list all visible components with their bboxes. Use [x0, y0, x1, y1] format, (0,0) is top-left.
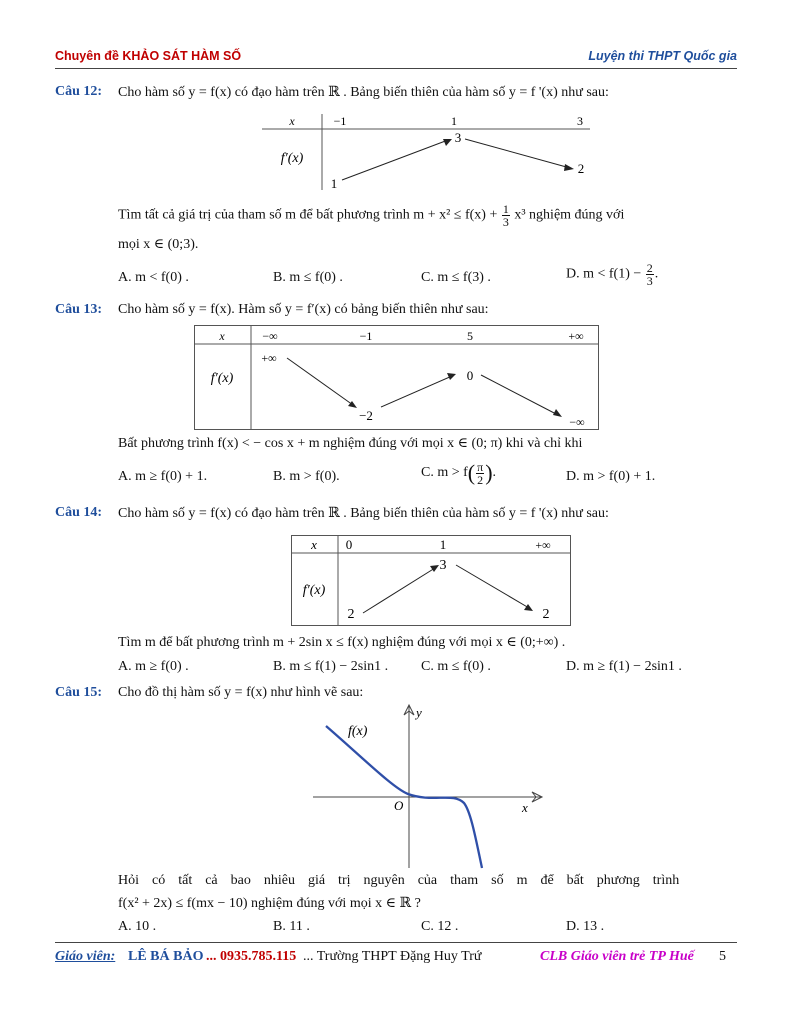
- q13-x-value-1: −∞: [262, 329, 278, 343]
- q14-f-value-1: 2: [347, 607, 355, 622]
- q12-arrow-down: [465, 139, 570, 168]
- q15-intro: Cho đồ thị hàm số y = f(x) như hình vẽ sau:: [118, 685, 364, 700]
- q12-ask-line2: mọi x ∈ (0;3).: [118, 237, 199, 252]
- q14-option-b: B. m ≤ f(1) − 2sin1 .: [273, 659, 389, 674]
- q13-option-d: D. m > f(0) + 1.: [566, 469, 656, 484]
- q12-variation-table: [262, 112, 592, 194]
- q12-option-d-fraction: [646, 262, 654, 287]
- footer-school: ... Trường THPT Đặng Huy Trứ: [303, 949, 482, 964]
- q15-y-label: y: [416, 705, 422, 720]
- q12-ask-post: x³ nghiệm đúng với: [514, 207, 625, 223]
- header-topic: Chuyên đề KHẢO SÁT HÀM SỐ: [55, 49, 242, 63]
- q15-ask-line1: Hỏi có tất cả bao nhiêu giá trị nguyên của tham số m để bất phương trình: [118, 873, 680, 888]
- q12-intro: Cho hàm số y = f(x) có đạo hàm trên ℝ . Bảng biến thiên của hàm số y = f '(x) như sau:: [118, 85, 609, 100]
- q14-x-value-3: +∞: [535, 538, 551, 552]
- q13-option-c-num: π: [477, 459, 484, 474]
- q12-ask-pre: Tìm tất cả giá trị của tham số m để bất phương trình m + x² ≤ f(x) +: [118, 207, 498, 223]
- q14-option-a: A. m ≥ f(0) .: [118, 659, 189, 674]
- q12-x-value-3: 3: [577, 114, 583, 128]
- q13-arrowhead-3: [553, 409, 562, 417]
- q13-ask: Bất phương trình f(x) < − cos x + m nghiệm đúng với mọi x ∈ (0; π) khi và chỉ khi: [118, 436, 583, 451]
- q13-x-label: x: [219, 329, 225, 343]
- q13-option-b: B. m > f(0).: [273, 469, 340, 484]
- q14-intro: Cho hàm số y = f(x) có đạo hàm trên ℝ . Bảng biến thiên của hàm số y = f '(x) như sau:: [118, 506, 609, 521]
- q13-option-c-rparen: ): [485, 460, 493, 485]
- q15-function-graph: [308, 700, 548, 872]
- q12-option-d: [566, 262, 658, 287]
- q14-ask: Tìm m để bất phương trình m + 2sin x ≤ f(x) nghiệm đúng với mọi x ∈ (0;+∞) .: [118, 635, 566, 650]
- q15-option-d: D. 13 .: [566, 919, 605, 934]
- q13-f-value-1: +∞: [261, 351, 277, 365]
- q14-fprime-label: f′(x): [302, 583, 326, 598]
- q12-fprime-label: f′(x): [280, 151, 304, 166]
- q12-option-d-num: 2: [646, 261, 653, 275]
- q15-number: Câu 15:: [55, 685, 103, 700]
- q13-arrow-3: [481, 375, 558, 415]
- q12-option-d-den: 3: [646, 274, 653, 288]
- q15-option-c: C. 12 .: [421, 919, 459, 934]
- q13-option-c-fraction: [476, 461, 484, 486]
- q15-curve-label: f(x): [348, 724, 368, 739]
- q13-x-value-4: +∞: [568, 329, 584, 343]
- footer-page-number: 5: [719, 949, 726, 964]
- q13-f-value-3: 0: [466, 368, 474, 383]
- q12-f-value-3: 2: [577, 161, 585, 176]
- q14-arrowhead-down: [524, 604, 533, 611]
- q12-f-value-2: 3: [454, 130, 462, 145]
- q14-x-label: x: [311, 537, 317, 552]
- q13-variation-table: [194, 325, 600, 431]
- q12-arrowhead-down: [564, 164, 574, 171]
- q14-arrow-up: [363, 568, 435, 613]
- q14-table-border: [292, 536, 571, 626]
- q15-option-b: B. 11 .: [273, 919, 310, 934]
- q15-ask-line2: f(x² + 2x) ≤ f(mx − 10) nghiệm đúng với mọi x ∈ ℝ ?: [118, 896, 421, 911]
- q14-f-value-3: 2: [542, 607, 550, 622]
- q12-option-a: A. m < f(0) .: [118, 270, 189, 285]
- q12-ask-frac-num: 1: [502, 202, 509, 216]
- q13-f-value-4: −∞: [569, 415, 585, 429]
- q15-option-a: A. 10 .: [118, 919, 157, 934]
- q12-ask-line1: [118, 203, 624, 228]
- q12-option-d-post: .: [654, 266, 659, 282]
- q13-number: Câu 13:: [55, 302, 103, 317]
- q14-arrow-down: [456, 565, 529, 608]
- q12-arrow-up: [342, 140, 448, 180]
- q13-option-a: A. m ≥ f(0) + 1.: [118, 469, 208, 484]
- q14-option-c: C. m ≤ f(0) .: [421, 659, 491, 674]
- q15-x-label: x: [522, 800, 528, 815]
- footer-teacher-name: LÊ BÁ BẢO: [128, 949, 204, 964]
- q13-option-c-pre: C. m > f: [421, 465, 468, 481]
- q13-x-value-3: 5: [467, 329, 473, 343]
- footer-separator: ...: [206, 949, 217, 964]
- q13-fprime-label: f′(x): [210, 371, 234, 386]
- q12-arrowhead-up: [443, 139, 452, 146]
- q13-option-c-den: 2: [477, 472, 484, 487]
- footer-phone: 0935.785.115: [220, 949, 297, 964]
- q13-intro: Cho hàm số y = f(x). Hàm số y = f′(x) có bảng biến thiên như sau:: [118, 302, 489, 317]
- q13-x-value-2: −1: [359, 329, 373, 343]
- q14-variation-table: [291, 535, 572, 627]
- q14-arrowhead-up: [430, 565, 439, 572]
- q13-table-border: [195, 326, 599, 430]
- q13-arrow-1: [287, 358, 353, 405]
- q12-option-b: B. m ≤ f(0) .: [273, 270, 343, 285]
- q12-option-d-pre: D. m < f(1) −: [566, 266, 642, 282]
- q12-number: Câu 12:: [55, 84, 103, 99]
- q13-arrow-2: [381, 376, 452, 407]
- footer-club: CLB Giáo viên trẻ TP Huế: [540, 949, 694, 964]
- q13-f-value-2: −2: [359, 408, 373, 423]
- page-header: [55, 48, 737, 69]
- q14-x-value-2: 1: [439, 537, 447, 552]
- q12-ask-fraction: [502, 203, 510, 228]
- q14-option-d: D. m ≥ f(1) − 2sin1 .: [566, 659, 682, 674]
- q15-origin-label: O: [394, 798, 404, 813]
- q12-option-c: C. m ≤ f(3) .: [421, 270, 491, 285]
- q14-f-value-2: 3: [439, 558, 447, 573]
- q12-f-value-1: 1: [330, 176, 338, 191]
- q14-number: Câu 14:: [55, 505, 103, 520]
- q12-ask-frac-den: 3: [502, 215, 509, 229]
- q13-arrowhead-2: [447, 373, 456, 380]
- footer-teacher-label: Giáo viên:: [55, 949, 116, 964]
- q14-x-value-1: 0: [345, 537, 353, 552]
- page-footer: [55, 942, 737, 969]
- q12-x-value-1: −1: [333, 114, 347, 128]
- q12-x-label: x: [289, 114, 295, 128]
- header-course: Luyện thi THPT Quốc gia: [588, 49, 737, 63]
- q13-option-c: C. m > f( $\frac{\pi}{2}$ ).: [421, 459, 497, 487]
- q12-x-value-2: 1: [451, 114, 457, 128]
- q13-option-c-lparen: (: [467, 460, 476, 485]
